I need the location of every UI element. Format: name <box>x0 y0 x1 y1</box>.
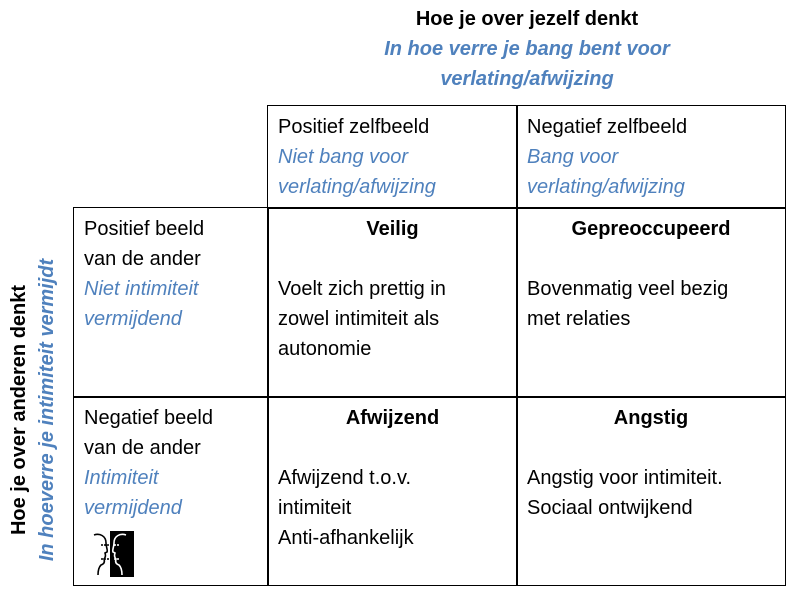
row-label: Negatief beeld <box>84 407 213 429</box>
column-sublabel: verlating/afwijzing <box>527 176 685 198</box>
column-sublabel: verlating/afwijzing <box>278 176 436 198</box>
quadrant-text: Anti-afhankelijk <box>278 527 414 549</box>
quadrant-text: autonomie <box>278 338 372 360</box>
quadrant-title: Afwijzend <box>345 407 440 429</box>
quadrant-veilig <box>267 207 518 398</box>
side-header-title: Hoe je over anderen denkt <box>8 284 30 536</box>
quadrant-angstig <box>516 396 786 586</box>
top-header-subtitle-1: In hoe verre je bang bent voor <box>384 38 670 60</box>
two-faces-icon <box>86 531 134 577</box>
quadrant-text: zowel intimiteit als <box>278 308 440 330</box>
quadrant-text: intimiteit <box>278 497 352 519</box>
quadrant-afwijzend <box>267 396 518 586</box>
quadrant-text: Afwijzend t.o.v. <box>278 467 412 489</box>
top-header-title: Hoe je over jezelf denkt <box>415 8 639 30</box>
quadrant-text: met relaties <box>527 308 631 330</box>
row-sublabel: Intimiteit <box>84 467 159 489</box>
column-header-negative <box>516 105 786 209</box>
row-sublabel: Niet intimiteit <box>84 278 199 300</box>
column-sublabel: Bang voor <box>527 146 619 168</box>
column-label: Negatief zelfbeeld <box>527 116 688 138</box>
row-header-positive <box>73 207 269 398</box>
row-sublabel: vermijdend <box>84 497 182 519</box>
row-sublabel: vermijdend <box>84 308 182 330</box>
quadrant-title: Angstig <box>613 407 689 429</box>
column-sublabel: Niet bang voor <box>278 146 409 168</box>
quadrant-gepreoccupeerd <box>516 207 786 398</box>
top-header <box>268 4 786 94</box>
column-header-positive <box>267 105 518 209</box>
quadrant-title: Gepreoccupeerd <box>571 218 731 240</box>
quadrant-text: Sociaal ontwijkend <box>527 497 693 519</box>
row-label: Positief beeld <box>84 218 205 240</box>
quadrant-text: Bovenmatig veel bezig <box>527 278 729 300</box>
quadrant-title: Veilig <box>366 218 419 240</box>
side-header-subtitle: In hoeverre je intimiteit vermijdt <box>36 258 58 562</box>
top-header-subtitle-2: verlating/afwijzing <box>440 68 614 90</box>
quadrant-text: Voelt zich prettig in <box>278 278 446 300</box>
quadrant-text: Angstig voor intimiteit. <box>527 467 723 489</box>
row-label: van de ander <box>84 437 201 459</box>
row-label: van de ander <box>84 248 201 270</box>
column-label: Positief zelfbeeld <box>278 116 430 138</box>
side-header <box>5 230 65 590</box>
